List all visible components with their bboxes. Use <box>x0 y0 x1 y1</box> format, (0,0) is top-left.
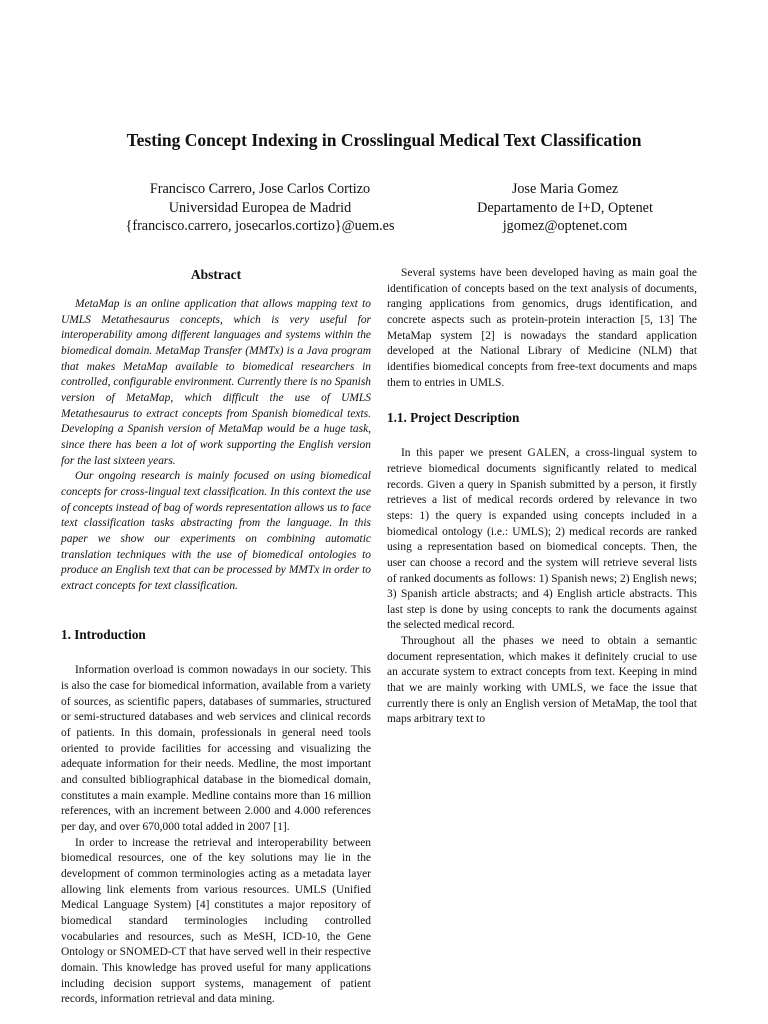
body-paragraph: Information overload is common nowadays in our society. This is also the case for biomedical information, available from a variety of sources, as scientific papers, databases of summaries, structured or semi-structured databases and web services and clinical records of patients. In this domain, professionals in general need tools oriented to provide facilities for accessing and visualizing the adequate information for their needs. Medline, the most important and consulted bibliographical database in the biomedical domain, constitutes a main example. Medline contains more than 16 million references, with an increment between 2.000 and 4.000 references per day, and over 670,000 total added in 2007 [1]. <box>61 664 371 834</box>
author-email: {francisco.carrero, josecarlos.cortizo}@uem.es <box>125 218 395 234</box>
abstract-paragraph: MetaMap is an online application that allows mapping text to UMLS Metathesaurus concepts, which is very useful for interoperability among different languages and systems within the biomedical domain. MetaMap Transfer (MMTx) is a Java program that makes MetaMap available to biomedical researchers in controlled, configurable environment. Currently there is no Spanish version of MetaMap, which difficult the use of UMLS Metathesaurus to extract concepts from Spanish biomedical texts. Developing a Spanish version of MetaMap would be a huge task, since there has been a lot of work supporting the English version for the last sixteen years. <box>61 298 371 467</box>
body-paragraph: Several systems have been developed having as main goal the identification of concepts based on the text analysis of documents, ranging applications from genomics, drugs identification, and concrete aspects such as protein-protein interaction [5, 13] The MetaMap system [2] is nowadays the standard application developed at the National Library of Medicine (NLM) that identifies biomedical concepts from free-text documents and maps them to entries in UMLS. <box>387 267 697 389</box>
author-block-left <box>100 180 420 236</box>
author-names: Jose Maria Gomez <box>511 181 619 197</box>
abstract-section <box>61 266 371 594</box>
introduction-heading: 1. Introduction <box>61 627 146 643</box>
body-paragraph: Throughout all the phases we need to obtain a semantic document representation, which makes it definitely crucial to use an accurate system to extract concepts from text. Keeping in mind that we are mainly working with UMLS, we face the issue that currently there is only an English version of MetaMap, the tool that maps arbitrary text to <box>387 635 697 726</box>
body-paragraph: In order to increase the retrieval and interoperability between biomedical resources, one of the key solutions may lie in the development of common terminologies acting as a metadata layer allowing link elements from various resources. UMLS (Unified Medical Language System) [4] constitutes a major repository of biomedical standard terminologies including controlled vocabularies and resources, such as MeSH, ICD-10, the Gene Ontology or SNOMED-CT that have served well in their respective domain. This knowledge has proved useful for many applications including decision support systems, management of patient records, information retrieval and data mining. <box>61 836 371 1006</box>
author-affiliation: Universidad Europea de Madrid <box>168 199 352 216</box>
right-column <box>387 266 697 728</box>
project-description-heading: 1.1. Project Description <box>387 410 520 426</box>
left-column <box>61 266 371 1008</box>
author-email: jgomez@optenet.com <box>502 218 628 234</box>
abstract-paragraph: Our ongoing research is mainly focused on using biomedical concepts for cross-lingual text classification. In this context the use of concepts instead of bag of words representation allows us to face text classification tasks abstracting from the language. In this paper we show our experiments on combining automatic translation techniques with the use of biomedical ontologies to produce an English text that can be processed by MMTx in order to extract concepts for text classification. <box>61 470 371 592</box>
author-affiliation: Departamento de I+D, Optenet <box>477 199 653 216</box>
body-paragraph: In this paper we present GALEN, a cross-lingual system to retrieve biomedical documents significantly related to medical records. Given a query in Spanish submitted by a person, it firstly retrieves a list of medical records ordered by relevance in two steps: 1) the query is expanded using concepts included in a biomedical ontology (i.e.: UMLS); 2) medical records are ranked using a representation based on biomedical concepts. Then, the user can choose a record and the system will retrieve several lists of ranked documents as follows: 1) Spanish news; 2) English news; 3) Spanish article abstracts; and 4) English article abstracts. This last step is done by using concepts to rank the documents against the selected medical record. <box>387 447 697 632</box>
paper-title: Testing Concept Indexing in Crosslingual Medical Text Classification <box>126 130 642 150</box>
author-names: Francisco Carrero, Jose Carlos Cortizo <box>149 181 371 197</box>
abstract-heading: Abstract <box>190 267 242 282</box>
author-block-right <box>440 180 690 236</box>
